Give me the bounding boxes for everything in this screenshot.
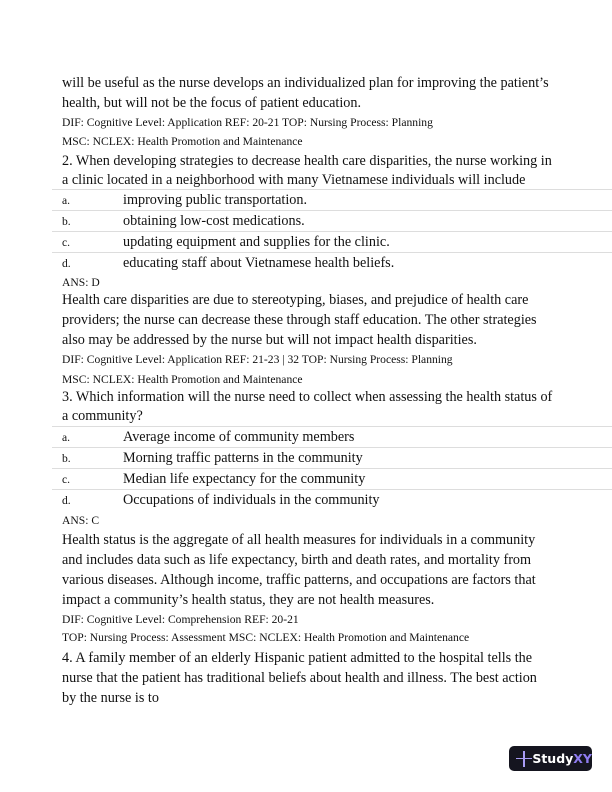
option-key: b. xyxy=(62,215,71,228)
q2-meta: DIF: Cognitive Level: Application REF: 21-23 | 32 TOP: Nursing Process: Planning xyxy=(62,353,453,366)
q3-option-d xyxy=(52,489,612,510)
intro-line: health, but will not be the focus of patient education. xyxy=(62,95,362,111)
q2-meta: MSC: NCLEX: Health Promotion and Maintenance xyxy=(62,373,303,386)
logo-text: Study xyxy=(532,751,574,766)
q3-option-b xyxy=(52,447,612,468)
q3-option-c xyxy=(52,468,612,489)
q3-rationale: various diseases. Although income, traffic patterns, and occupations are factors that xyxy=(62,572,536,588)
q2-option-a xyxy=(52,189,612,210)
intro-line: will be useful as the nurse develops an individualized plan for improving the patient’s xyxy=(62,75,549,91)
option-text: educating staff about Vietnamese health beliefs. xyxy=(123,255,395,271)
plus-icon xyxy=(514,749,529,769)
q2-option-c xyxy=(52,231,612,252)
logo-accent: XY xyxy=(573,751,592,766)
q4-stem: by the nurse is to xyxy=(62,690,159,706)
q2-option-b xyxy=(52,210,612,231)
option-text: Morning traffic patterns in the community xyxy=(123,450,363,466)
q1-meta: DIF: Cognitive Level: Application REF: 20-21 TOP: Nursing Process: Planning xyxy=(62,116,433,129)
option-key: a. xyxy=(62,431,71,444)
option-key: c. xyxy=(62,236,71,249)
option-text: Average income of community members xyxy=(123,429,355,445)
q2-option-d xyxy=(52,252,612,273)
q3-meta: TOP: Nursing Process: Assessment MSC: NCLEX: Health Promotion and Maintenance xyxy=(62,631,470,644)
option-text: obtaining low-cost medications. xyxy=(123,213,305,229)
q4-stem: 4. A family member of an elderly Hispanic patient admitted to the hospital tells the xyxy=(62,650,533,666)
q3-rationale: and includes data such as life expectancy, birth and death rates, and mortality from xyxy=(62,552,532,568)
option-key: c. xyxy=(62,473,71,486)
q3-rationale: impact a community’s health status, they are not health measures. xyxy=(62,592,435,608)
q2-stem: a clinic located in a neighborhood with many Vietnamese individuals will include xyxy=(62,172,526,188)
q3-answer: ANS: C xyxy=(62,514,100,527)
q2-stem: 2. When developing strategies to decrease health care disparities, the nurse working in xyxy=(62,153,552,169)
option-key: d. xyxy=(62,257,71,270)
studyxy-logo[interactable] xyxy=(509,746,592,771)
option-text: Occupations of individuals in the community xyxy=(123,492,380,508)
q3-stem: a community? xyxy=(62,408,143,424)
option-text: improving public transportation. xyxy=(123,192,308,208)
q1-meta: MSC: NCLEX: Health Promotion and Maintenance xyxy=(62,135,303,148)
option-key: a. xyxy=(62,194,71,207)
q2-answer: ANS: D xyxy=(62,276,100,289)
q3-rationale: Health status is the aggregate of all health measures for individuals in a community xyxy=(62,532,536,548)
q3-meta: DIF: Cognitive Level: Comprehension REF: 20-21 xyxy=(62,613,299,626)
q2-rationale: also may be addressed by the nurse but will not impact health disparities. xyxy=(62,332,477,348)
q2-rationale: providers; the nurse can decrease these through staff education. The other strategies xyxy=(62,312,537,328)
option-key: d. xyxy=(62,494,71,507)
q4-stem: nurse that the patient has traditional beliefs about health and illness. The best action xyxy=(62,670,537,686)
q2-rationale: Health care disparities are due to stereotyping, biases, and prejudice of health care xyxy=(62,292,529,308)
option-text: updating equipment and supplies for the clinic. xyxy=(123,234,390,250)
option-key: b. xyxy=(62,452,71,465)
option-text: Median life expectancy for the community xyxy=(123,471,366,487)
q3-stem: 3. Which information will the nurse need to collect when assessing the health status of xyxy=(62,389,553,405)
q3-option-a xyxy=(52,426,612,447)
